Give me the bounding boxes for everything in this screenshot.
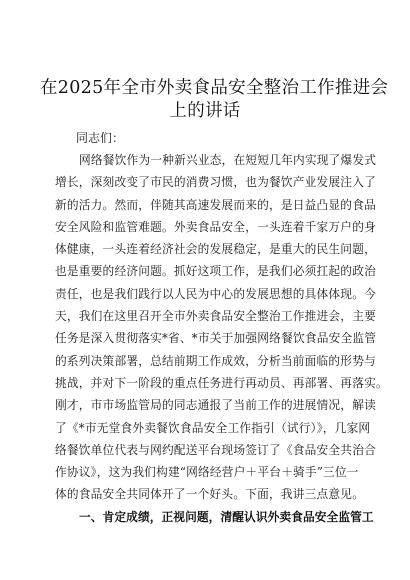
- salutation: 同志们：: [76, 131, 125, 145]
- body-line: 网络餐饮作为一种新兴业态，在短短几年内实现了爆发式: [79, 153, 377, 167]
- body-line: 络餐饮单位代表与网约配送平台现场签订了《食品安全共治合: [55, 442, 376, 457]
- body-line: 体健康，一头连着经济社会的发展稳定，是重大的民生问题，: [55, 242, 376, 257]
- body-line: 安全风险和监管难题。外卖食品安全，一头连着千家万户的身: [55, 219, 376, 234]
- body-paragraph: [55, 149, 388, 528]
- body-line: 增长，深刻改变了市民的消费习惯，也为餐饮产业发展注入了: [55, 175, 376, 190]
- document-title-line-1: 在2025年全市外卖食品安全整治工作推进会: [40, 78, 389, 98]
- body-line: 体的食品安全共同体开了一个好头。下面，我讲三点意见。: [55, 487, 365, 502]
- body-line: 作协议》，这为我们构建“网络经营户＋平台＋骑手”三位一: [55, 465, 359, 480]
- body-line: 天，我们在这里召开全市外卖食品安全整治工作推进会，主要: [55, 309, 376, 324]
- body-line: 刚才，市市场监管局的同志通报了当前工作的进展情况，解读: [55, 398, 376, 413]
- body-line: 任务是深入贯彻落实*省、*市关于加强网络餐饮食品安全监管: [55, 331, 377, 346]
- body-line: 挑战，并对下一阶段的重点任务进行再动员、再部署、再落实。: [55, 375, 388, 390]
- section-heading: 一、肯定成绩，正视问题，清醒认识外卖食品安全监管工: [79, 509, 374, 524]
- document-title-line-2: 上的讲话: [169, 101, 241, 121]
- body-line: 也是重要的经济问题。抓好这项工作，是我们必须扛起的政治: [55, 264, 376, 279]
- body-line: 新的活力。然而，伴随其高速发展而来的，是日益凸显的食品: [55, 197, 376, 212]
- body-line: 责任，也是我们践行以人民为中心的发展思想的具体体现。今: [55, 286, 376, 301]
- body-line: 了《*市无堂食外卖餐饮食品安全工作指引（试行）》，几家网: [55, 420, 371, 435]
- body-line: 的系列决策部署，总结前期工作成效，分析当前面临的形势与: [55, 353, 376, 368]
